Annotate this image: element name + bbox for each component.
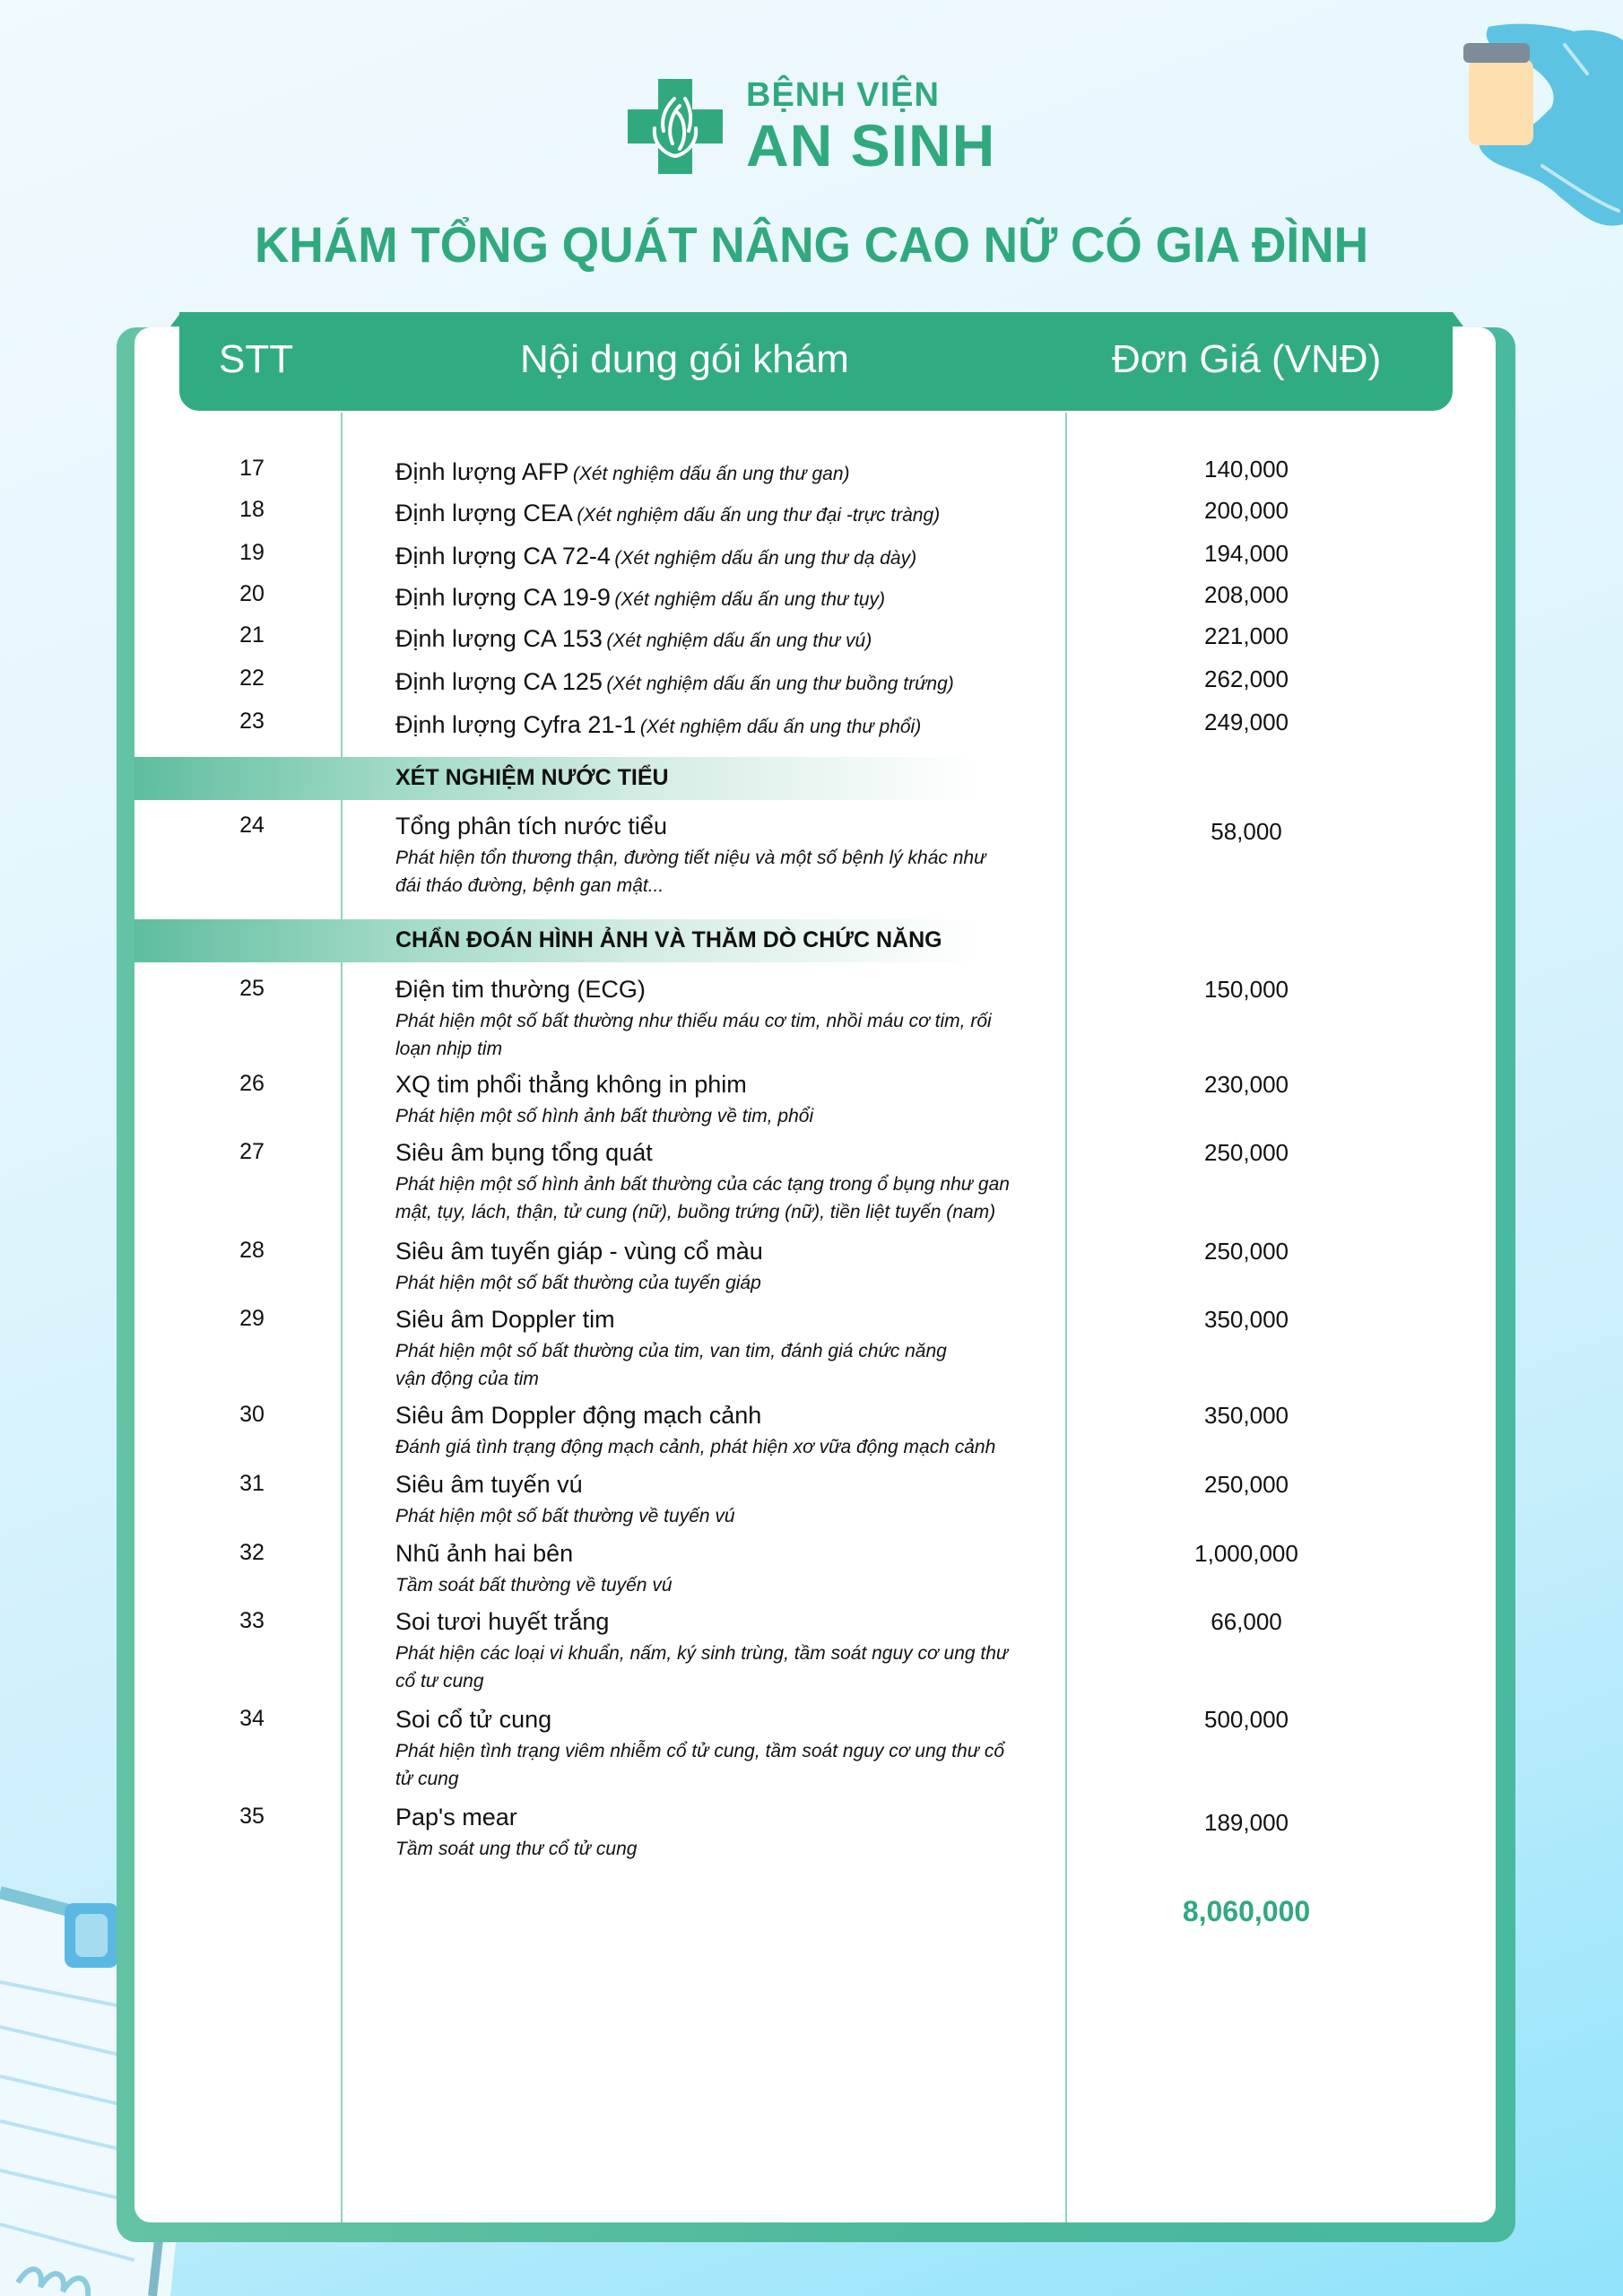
row-price: 208,000 — [1204, 581, 1289, 608]
header-tab-right — [1453, 312, 1463, 326]
row-stt: 24 — [239, 813, 265, 838]
row-stt: 17 — [239, 456, 265, 481]
table-header — [179, 312, 1453, 411]
row-price: 66,000 — [1211, 1608, 1282, 1635]
brand-line-2: AN SINH — [746, 112, 996, 178]
row-note: (Xét nghiệm dấu ấn ung thư tụy) — [614, 589, 886, 610]
row-name: Định lượng CEA — [395, 500, 573, 526]
row-name: Định lượng CA 72-4 — [395, 543, 611, 570]
row-stt: 21 — [239, 622, 265, 648]
row-note: (Xét nghiệm dấu ấn ung thư phổi) — [639, 717, 922, 737]
row-price: 140,000 — [1204, 456, 1289, 483]
row-price: 150,000 — [1204, 976, 1289, 1003]
row-price: 500,000 — [1204, 1706, 1289, 1733]
total-price: 8,060,000 — [1182, 1895, 1311, 1927]
row-price: 250,000 — [1204, 1139, 1289, 1166]
row-stt: 19 — [239, 540, 265, 565]
row-desc: Phát hiện một số hình ảnh bất thường của các tạng trong ổ bụng như gan mật, tụy, lách, thận, tử cung (nữ), buồng trứng (nữ), tiền liệt tuyến (nam) — [395, 1174, 1010, 1222]
row-name: Soi tươi huyết trắng — [395, 1608, 610, 1635]
row-name: Định lượng CA 153 — [395, 625, 603, 652]
row-price: 194,000 — [1204, 540, 1289, 567]
row-stt: 23 — [239, 709, 265, 734]
row-name: Siêu âm tuyến vú — [395, 1471, 583, 1498]
row-desc: Phát hiện một số bất thường của tuyến giáp — [395, 1273, 761, 1293]
row-name: Điện tim thường (ECG) — [395, 976, 646, 1003]
row-name: Soi cổ tử cung — [395, 1706, 552, 1733]
row-name: Pap's mear — [395, 1804, 517, 1831]
row-desc: Phát hiện một số hình ảnh bất thường về tim, phổi — [395, 1106, 814, 1126]
page-title: KHÁM TỔNG QUÁT NÂNG CAO NỮ CÓ GIA ĐÌNH — [254, 216, 1369, 273]
row-desc: Tầm soát bất thường về tuyến vú — [395, 1575, 673, 1596]
section-title: CHẨN ĐOÁN HÌNH ẢNH VÀ THĂM DÒ CHỨC NĂNG — [395, 927, 942, 952]
row-stt: 35 — [239, 1804, 265, 1829]
row-name: Siêu âm Doppler động mạch cảnh — [395, 1402, 762, 1429]
hospital-cross-lotus-icon — [628, 79, 723, 174]
row-name: Định lượng CA 125 — [395, 668, 603, 695]
row-desc: Phát hiện một số bất thường về tuyến vú — [395, 1506, 735, 1526]
row-stt: 31 — [239, 1471, 265, 1496]
row-note: (Xét nghiệm dấu ấn ung thư vú) — [606, 631, 872, 651]
row-price: 249,000 — [1204, 709, 1289, 735]
row-stt: 22 — [239, 665, 265, 691]
row-name: Siêu âm Doppler tim — [395, 1306, 615, 1333]
gloved-hand-specimen-jar-icon — [1417, 0, 1623, 251]
row-stt: 33 — [239, 1608, 265, 1633]
row-stt: 30 — [239, 1402, 265, 1427]
row-desc: Phát hiện các loại vi khuẩn, nấm, ký sinh trùng, tầm soát nguy cơ ung thư cổ tư cung — [395, 1643, 1009, 1692]
row-price: 221,000 — [1204, 622, 1289, 649]
section-band-urine — [135, 757, 977, 800]
row-price: 350,000 — [1204, 1306, 1289, 1333]
row-price: 350,000 — [1204, 1402, 1289, 1429]
header-stt: STT — [219, 337, 294, 381]
row-desc: Đánh giá tình trạng động mạch cảnh, phát hiện xơ vữa động mạch cảnh — [395, 1437, 996, 1457]
row-stt: 27 — [239, 1139, 265, 1164]
row-price: 250,000 — [1204, 1471, 1289, 1498]
row-stt: 18 — [239, 497, 265, 522]
row-desc: Phát hiện tình trạng viêm nhiễm cổ tử cung, tầm soát nguy cơ ung thư cổ tử cung — [395, 1741, 1005, 1789]
row-note: (Xét nghiệm dấu ấn ung thư gan) — [572, 464, 850, 484]
row-note: (Xét nghiệm dấu ấn ung thư buồng trứng) — [606, 674, 954, 694]
row-name: Tổng phân tích nước tiểu — [395, 813, 667, 839]
row-desc: Tầm soát ung thư cổ tử cung — [395, 1839, 638, 1859]
row-stt: 25 — [239, 976, 265, 1001]
row-name: Siêu âm bụng tổng quát — [395, 1139, 653, 1166]
row-stt: 26 — [239, 1071, 265, 1096]
row-stt: 32 — [239, 1540, 265, 1565]
row-note: (Xét nghiệm dấu ấn ung thư dạ dày) — [614, 548, 917, 569]
row-name: Định lượng CA 19-9 — [395, 584, 611, 611]
hospital-logo — [628, 77, 995, 176]
row-name: Nhũ ảnh hai bên — [395, 1540, 574, 1567]
row-desc: Phát hiện tổn thương thận, đường tiết niệu và một số bệnh lý khác như đái tháo đường, bệnh gan mật... — [395, 848, 986, 896]
row-price: 262,000 — [1204, 665, 1289, 692]
row-price: 189,000 — [1204, 1809, 1289, 1836]
section-band-imaging — [135, 919, 977, 962]
row-name: XQ tim phổi thẳng không in phim — [395, 1071, 747, 1098]
row-stt: 29 — [239, 1306, 265, 1331]
header-content: Nội dung gói khám — [520, 337, 849, 381]
section-title: XÉT NGHIỆM NƯỚC TIỂU — [395, 765, 669, 790]
row-price: 200,000 — [1204, 497, 1289, 524]
row-price: 230,000 — [1204, 1071, 1289, 1098]
brand-line-1: BỆNH VIỆN — [746, 76, 940, 114]
row-stt: 34 — [239, 1706, 265, 1731]
row-desc: Phát hiện một số bất thường như thiếu máu cơ tim, nhồi máu cơ tim, rối loạn nhịp tim — [395, 1011, 992, 1059]
row-price: 250,000 — [1204, 1238, 1289, 1265]
row-price: 58,000 — [1211, 818, 1282, 845]
row-stt: 20 — [239, 581, 265, 606]
row-desc: Phát hiện một số bất thường của tim, van tim, đánh giá chức năng vận động của tim — [395, 1341, 947, 1389]
row-name: Định lượng Cyfra 21-1 — [395, 711, 637, 738]
row-note: (Xét nghiệm dấu ấn ung thư đại -trực tràng) — [577, 505, 941, 526]
row-name: Định lượng AFP — [395, 458, 569, 485]
row-price: 1,000,000 — [1194, 1540, 1298, 1567]
row-stt: 28 — [239, 1238, 265, 1263]
header-price: Đơn Giá (VNĐ) — [1112, 337, 1382, 381]
row-name: Siêu âm tuyến giáp - vùng cổ màu — [395, 1238, 763, 1265]
